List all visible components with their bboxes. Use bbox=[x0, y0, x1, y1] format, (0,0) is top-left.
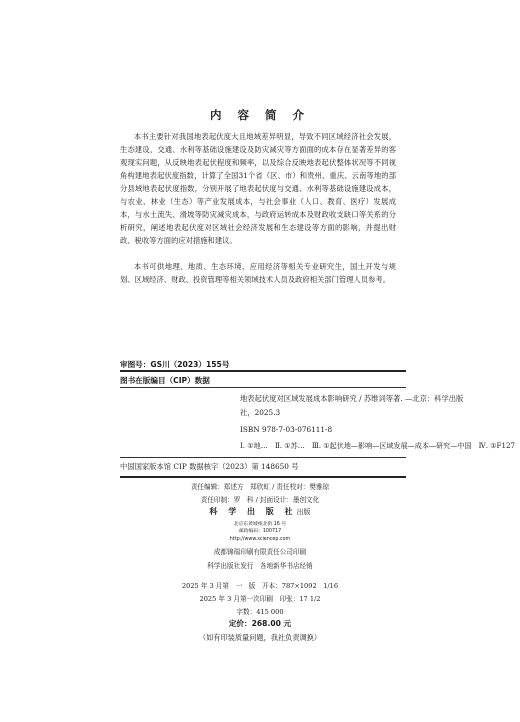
divider-bottom bbox=[120, 476, 406, 478]
publisher-suffix: 出版 bbox=[296, 508, 311, 516]
word-count: 字数：415 000 bbox=[236, 608, 284, 616]
responsible-printing: 责任印制：罗 科 / 封面设计：墨创文化 bbox=[200, 496, 320, 504]
divider-header bbox=[120, 387, 406, 388]
publisher-logo: 科 学 出 版 社 bbox=[209, 506, 297, 516]
page-title: 内 容 简 介 bbox=[209, 108, 310, 122]
quality-notice: （如有印装质量问题，我社负责调换） bbox=[198, 633, 322, 642]
print-line: 2025 年 3 月第一次印刷 印张：17 1/2 bbox=[199, 595, 321, 603]
cip-header: 图书在版编目（CIP）数据 bbox=[120, 376, 210, 385]
abstract-paragraph-1: 本书主要针对我国地表起伏度大且地域差异明显，导致不同区域经济社会发展，生态建设，交通、水利等基础设施建设及防灾减灾等方面面的成本存在显著差异的客观现实问题，从反映地表起伏程度和频率，以及综合反映地表起伏整体状况等不同视角构建地表起伏度指数，计算了全国31个省（区、市）和贵州、重庆、云南等地的部分县域地表起伏度指数，分别开展了地表起伏度与交通、水利等基础设施建设成本，与农业、林业（生态）等产业发展成本，与社会事业（人口、教育、医疗）发展成本，与水土流失、滑坡等防灾减灾成本，与政府运转成本及财政收支缺口等关系的分析研究，阐述地表起伏度对区域社会经济发展和生态建设等方面的影响，并提出财政、税收等方面的应对措施和建议。 bbox=[120, 132, 396, 245]
cip-entry-line-2: 社，2025.3 bbox=[240, 408, 281, 417]
printer: 成都锦瑞印刷有限责任公司印刷 bbox=[213, 548, 307, 556]
map-review-number: 审图号：GS川（2023）155号 bbox=[120, 360, 230, 369]
cip-classification: Ⅰ. ①地… Ⅱ. ①苏… Ⅲ. ①起伏地—影响—区域发展—成本—研究—中国 Ⅳ. ①F127 bbox=[240, 441, 516, 450]
cip-entry-line-1: 地表起伏度对区域发展成本影响研究 / 苏维词等著. —北京：科学出版 bbox=[240, 394, 464, 403]
divider-middle bbox=[120, 457, 406, 458]
price: 定价：268.00 元 bbox=[228, 619, 292, 628]
responsible-editors: 责任编辑：郑述方 郑欣虹 / 责任校对：樊雅琼 bbox=[190, 483, 330, 491]
abstract-paragraph-2: 本书可供地理、地质、生态环境、应用经济等相关专业研究生，国土开发与规划、区域经济、财政、投资管理等相关领域技术人员及政府相关部门管理人员参考。 bbox=[120, 262, 396, 284]
isbn: ISBN 978-7-03-076111-8 bbox=[240, 425, 333, 434]
distribution: 科学出版社发行 各地新华书店经销 bbox=[207, 562, 313, 570]
cip-number: 中国国家版本馆 CIP 数据核字（2023）第 148650 号 bbox=[120, 462, 299, 471]
edition-line: 2025 年 3 月第 一 版 开本：787×1092 1/16 bbox=[181, 582, 339, 590]
divider-top bbox=[120, 370, 406, 372]
publisher-website: http://www.sciencep.com bbox=[229, 537, 291, 542]
publisher-line bbox=[0, 506, 520, 517]
publisher-address: 北京东黄城根北街 16 号 bbox=[233, 522, 287, 527]
publisher-postcode: 邮政编码：100717 bbox=[238, 529, 282, 534]
